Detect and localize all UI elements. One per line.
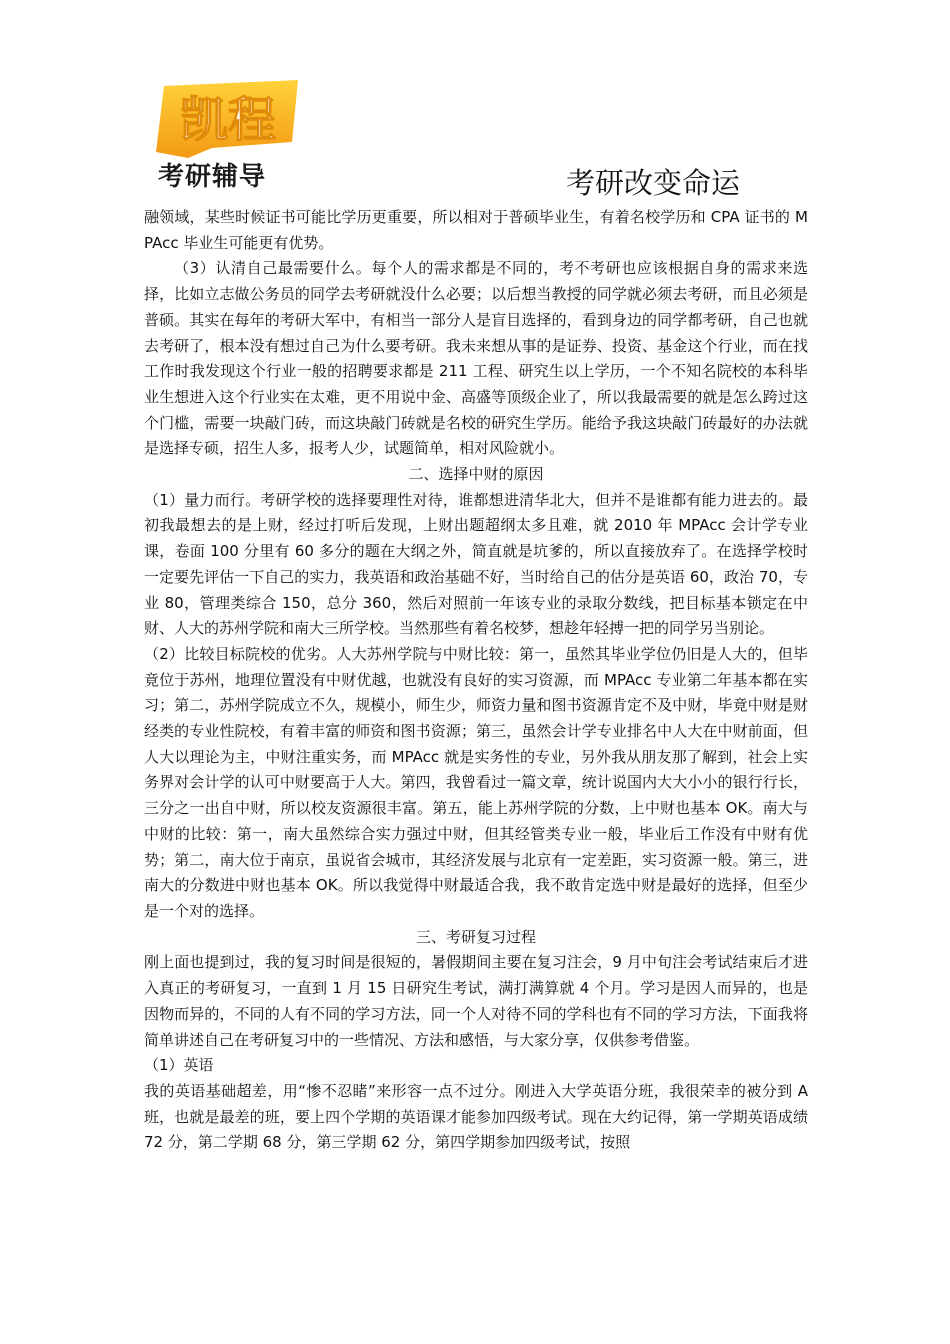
logo-text: 凯程: [179, 92, 277, 148]
logo-caption: 考研辅导: [158, 162, 267, 192]
brand-logo: [152, 78, 302, 198]
section-heading-3: 三、考研复习过程: [415, 927, 536, 946]
paragraph-2: （3）认清自己最需要什么。每个人的需求都是不同的，考不考研也应该根据自身的需求来选择，比如立志做公务员的同学去考研就没什么必要；以后想当教授的同学就必须去考研，而且必须是普硕。其实在每年的考研大军中，有相当一部分人是盲目选择的，看到身边的同学都考研，自己也就去考研了，根本没有想过自己为什么要考研。我未来想从事的是证券、投资、基金这个行业，而在找工作时我发现这个行业一般的招聘要求都是 211 工程、研究生以上学历，一个不知名院校的本科毕业生想进入这个行业实在太难，更不用说中金、高盛等顶级企业了，所以我最需要的就是怎么跨过这个门槛，需要一块敲门砖，而这块敲门砖就是名校的研究生学历。能给予我这块敲门砖最好的办法就是选择专硕，招生人多，报考人少，试题简单，相对风险就小。: [144, 259, 808, 458]
logo-graphic: [152, 78, 302, 160]
paragraph-1: 融领域，某些时候证书可能比学历更重要，所以相对于普硕毕业生，有着名校学历和 CPA 证书的 MPAcc 毕业生可能更有优势。: [144, 208, 808, 252]
slogan: 考研改变命运: [566, 166, 741, 200]
paragraph-7: 我的英语基础超差，用“惨不忍睹”来形容一点不过分。刚进入大学英语分班，我很荣幸的被分到 A 班，也就是最差的班，要上四个学期的英语课才能参加四级考试。现在大约记得，第一学期英语成绩 72 分，第二学期 68 分，第三学期 62 分，第四学期参加四级考试，按照: [144, 1081, 808, 1152]
document-body: [144, 205, 808, 1156]
paragraph-4: （2）比较目标院校的优劣。人大苏州学院与中财比较：第一，虽然其毕业学位仍旧是人大的，但毕竟位于苏州，地理位置没有中财优越，也就没有良好的实习资源，而 MPAcc 专业第二年基本都在实习；第二，苏州学院成立不久，规模小，师生少，师资力量和图书资源肯定不及中财，毕竟中财是财经类的专业性院校，有着丰富的师资和图书资源；第三，虽然会计学专业排名中人大在中财前面，但人大以理论为主，中财注重实务，而 MPAcc 就是实务性的专业，另外我从朋友那了解到，社会上实务界对会计学的认可中财要高于人大。第四，我曾看过一篇文章，统计说国内大大小小的银行行长，三分之一出自中财，所以校友资源很丰富。第五，能上苏州学院的分数，上中财也基本 OK。南大与中财的比较：第一，南大虽然综合实力强过中财，但其经管类专业一般，毕业后工作没有中财有优势；第二，南大位于南京，虽说省会城市，其经济发展与北京有一定差距，实习资源一般。第三，进南大的分数进中财也基本 OK。所以我觉得中财最适合我，我不敢肯定选中财是最好的选择，但至少是一个对的选择。: [144, 644, 808, 920]
paragraph-3: （1）量力而行。考研学校的选择要理性对待，谁都想进清华北大，但并不是谁都有能力进去的。最初我最想去的是上财，经过打听后发现，上财出题超纲太多且难，就 2010 年 MPAcc 会计学专业课，卷面 100 分里有 60 多分的题在大纲之外，简直就是坑爹的，所以直接放弃了。在选择学校时一定要先评估一下自己的实力，我英语和政治基础不好，当时给自己的估分是英语 60，政治 70，专业 80，管理类综合 150，总分 360，然后对照前一年该专业的录取分数线，把目标基本锁定在中财、人大的苏州学院和南大三所学校。当然那些有着名校梦，想趁年轻搏一把的同学另当别论。: [144, 490, 808, 638]
subheading-english: （1）英语: [144, 1056, 214, 1075]
logo-mark: [152, 78, 302, 160]
section-heading-2: 二、选择中财的原因: [408, 465, 544, 484]
paragraph-5: 刚上面也提到过，我的复习时间是很短的，暑假期间主要在复习注会，9 月中旬注会考试结束后才进入真正的考研复习，一直到 1 月 15 日研究生考试，满打满算就 4 个月。学习是因人而异的，也是因物而异的，不同的人有不同的学习方法，同一个人对待不同的学科也有不同的学习方法，下面我将简单讲述自己在考研复习中的一些情况、方法和感悟，与大家分享，仅供参考借鉴。: [144, 953, 808, 1049]
